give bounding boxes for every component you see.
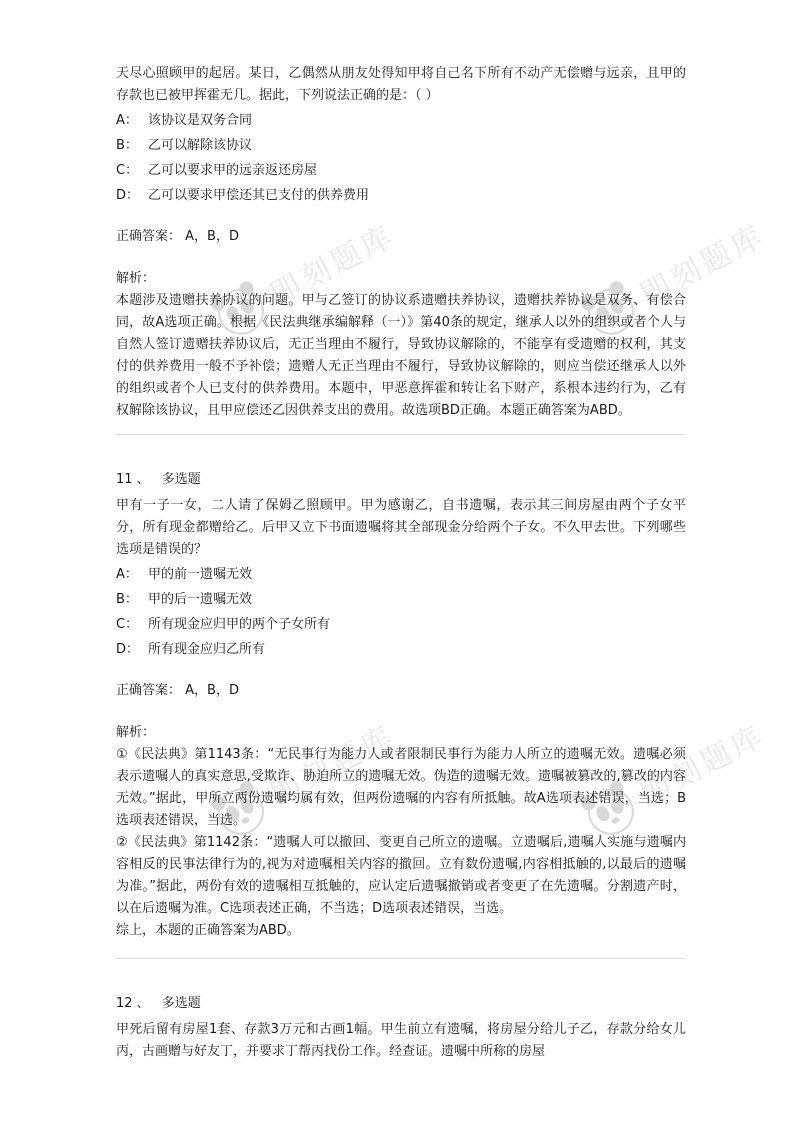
option-c[interactable] (116, 159, 686, 183)
option-a[interactable] (116, 563, 686, 587)
option-c[interactable] (116, 613, 686, 637)
divider (116, 434, 686, 435)
option-a[interactable] (116, 109, 686, 133)
question-number: 11 、 (116, 472, 150, 487)
option-d[interactable] (116, 638, 686, 662)
analysis-paragraph: 综上，本题的正确答案为ABD。 (116, 923, 300, 938)
option-letter: A： (116, 113, 138, 128)
question-stem: 天尽心照顾甲的起居。某日，乙偶然从朋友处得知甲将自己名下所有不动产无偿赠与远亲，且甲的存款也已被甲挥霍无几。据此，下列说法正确的是：（ ） (116, 66, 686, 103)
option-text: 乙可以要求甲偿还其已支付的供养费用 (148, 188, 370, 203)
analysis-label: 解析： (116, 271, 156, 286)
question-header (116, 469, 686, 491)
watermark-text: 即刻题库 (634, 218, 772, 313)
question-type: 多选题 (161, 472, 201, 487)
option-text: 甲的后一遗嘱无效 (148, 592, 253, 607)
option-letter: B： (116, 592, 138, 607)
option-b[interactable] (116, 134, 686, 158)
option-text: 所有现金应归乙所有 (148, 642, 266, 657)
analysis-paragraph: ②《民法典》第1142条：“遗嘱人可以撤回、变更自己所立的遗嘱。立遗嘱后,遗嘱人实施与遗嘱内容相反的民事法律行为的,视为对遗嘱相关内容的撤回。立有数份遗嘱,内容相抵触的,以最后的遗嘱为准。”据此，两份有效的遗嘱相互抵触的，应认定后遗嘱撤销或者变更了在先遗嘱。分割遗产时，以在后遗嘱为准。C选项表述正确，不当选；D选项表述错误，当选。 (116, 835, 686, 916)
question-10 (116, 63, 686, 435)
analysis-label: 解析： (116, 725, 156, 740)
option-list (116, 109, 686, 208)
option-list (116, 563, 686, 662)
question-header (116, 993, 686, 1015)
analysis-paragraph: ①《民法典》第1143条：“无民事行为能力人或者限制民事行为能力人所立的遗嘱无效。遗嘱必须表示遗嘱人的真实意思,受欺诈、胁迫所立的遗嘱无效。伪造的遗嘱无效。遗嘱被篡改的,篡改的内容无效。”据此，甲所立两份遗嘱均属有效，但两份遗嘱的内容有所抵触。故A选项表述错误，当选；B选项表述错误，当选。 (116, 747, 686, 828)
option-text: 乙可以要求甲的远亲返还房屋 (148, 163, 318, 178)
option-letter: A： (116, 567, 138, 582)
option-text: 甲的前一遗嘱无效 (148, 567, 253, 582)
option-b[interactable] (116, 588, 686, 612)
correct-answer: 正确答案： A，B，D (116, 229, 239, 244)
watermark-text: 即刻题库 (634, 718, 772, 813)
watermark-text: 即刻题库 (264, 718, 402, 813)
option-letter: D： (116, 642, 140, 657)
question-stem: 甲死后留有房屋1套、存款3万元和古画1幅。甲生前立有遗嘱，将房屋分给儿子乙，存款分给女儿丙，古画赠与好友丁，并要求丁帮丙找份工作。经查证。遗嘱中所称的房屋 (116, 1022, 686, 1059)
option-letter: B： (116, 138, 138, 153)
option-text: 该协议是双务合同 (148, 113, 253, 128)
correct-answer: 正确答案： A，B，D (116, 683, 239, 698)
option-letter: D： (116, 188, 140, 203)
option-letter: C： (116, 163, 139, 178)
option-text: 所有现金应归甲的两个子女所有 (148, 617, 331, 632)
option-d[interactable] (116, 184, 686, 208)
option-text: 乙可以解除该协议 (148, 138, 253, 153)
content-column (116, 63, 686, 1063)
divider (116, 958, 686, 959)
analysis-text: 本题涉及遗赠扶养协议的问题。甲与乙签订的协议系遗赠扶养协议，遗赠扶养协议是双务、有偿合同，故A选项正确。根据《民法典继承编解释（一）》第40条的规定，继承人以外的组织或者个人与自然人签订遗赠扶养协议后，无正当理由不履行，导致协议解除的，不能享有受遗赠的权利，其支付的供养费用一般不予补偿；遗赠人无正当理由不履行，导致协议解除的，则应当偿还继承人以外的组织或者个人已支付的供养费用。本题中，甲恶意挥霍和转让名下财产，系根本违约行为，乙有权解除该协议，且甲应偿还乙因供养支出的费用。故选项BD正确。本题正确答案为ABD。 (116, 293, 686, 418)
question-11 (116, 469, 686, 959)
question-12 (116, 993, 686, 1063)
option-letter: C： (116, 617, 139, 632)
question-stem: 甲有一子一女，二人请了保姆乙照顾甲。甲为感谢乙，自书遗嘱，表示其三间房屋由两个子女平分，所有现金都赠给乙。后甲又立下书面遗嘱将其全部现金分给两个子女。不久甲去世。下列哪些选项是错误的？ (116, 498, 686, 557)
question-type: 多选题 (161, 996, 201, 1011)
watermark-text: 即刻题库 (264, 218, 402, 313)
question-number: 12 、 (116, 996, 150, 1011)
